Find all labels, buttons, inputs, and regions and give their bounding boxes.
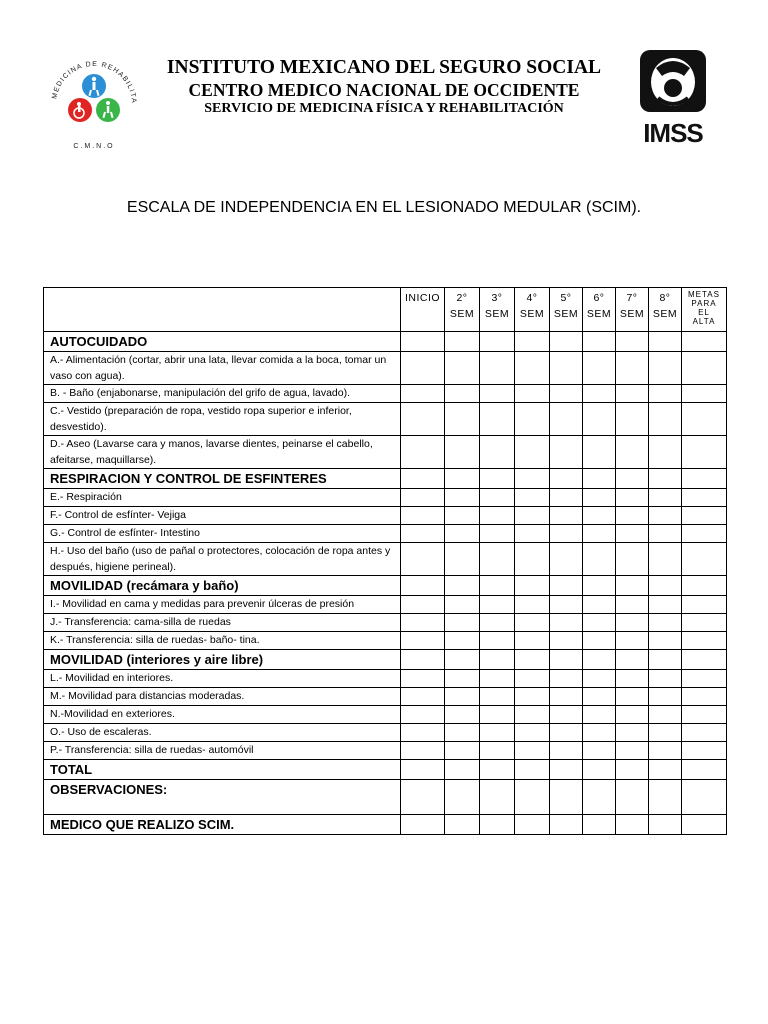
score-cell[interactable] [649,436,682,469]
document-header [0,40,768,150]
score-cell[interactable] [649,489,682,507]
score-cell[interactable] [616,632,649,650]
score-cell[interactable] [480,543,515,576]
item-i-label: I.- Movilidad en cama y medidas para prevenir úlceras de presión [44,596,401,614]
score-cell[interactable] [682,815,727,835]
table-row [44,525,727,543]
score-cell[interactable] [480,489,515,507]
score-cell[interactable] [682,525,727,543]
score-cell[interactable] [583,489,616,507]
score-cell[interactable] [583,469,616,489]
score-cell[interactable] [480,742,515,760]
item-l-label: L.- Movilidad en interiores. [44,670,401,688]
score-cell[interactable] [550,614,583,632]
section-movilidad-interiores: MOVILIDAD (interiores y aire libre) [44,650,401,670]
score-cell[interactable] [583,403,616,436]
total-label: TOTAL [44,760,401,780]
table-row [44,670,727,688]
score-cell[interactable] [649,688,682,706]
score-cell[interactable] [616,469,649,489]
score-cell[interactable] [480,760,515,780]
table-row [44,706,727,724]
item-e-label: E.- Respiración [44,489,401,507]
svg-text:MEDICINA DE REHABILITACION: MEDICINA DE REHABILITA [51,60,138,105]
header-2-sem: 2° SEM [445,288,480,332]
medico-row [44,815,727,835]
score-cell[interactable] [616,525,649,543]
section-autocuidado: AUTOCUIDADO [44,332,401,352]
service-name: SERVICIO DE MEDICINA FÍSICA Y REHABILITACIÓN [204,101,564,116]
observaciones-label: OBSERVACIONES: [44,780,401,815]
score-cell[interactable] [401,525,445,543]
score-cell[interactable] [515,385,550,403]
header-7-sem: 7° SEM [616,288,649,332]
score-cell[interactable] [550,760,583,780]
score-cell[interactable] [480,670,515,688]
score-cell[interactable] [445,670,480,688]
score-cell[interactable] [445,688,480,706]
score-cell[interactable] [515,332,550,352]
document-title: ESCALA DE INDEPENDENCIA EN EL LESIONADO MEDULAR (SCIM). [126,199,642,216]
score-cell[interactable] [616,688,649,706]
table-row [44,742,727,760]
section-movilidad-recamara: MOVILIDAD (recámara y baño) [44,576,401,596]
score-cell[interactable] [649,724,682,742]
score-cell[interactable] [515,596,550,614]
score-cell[interactable] [583,332,616,352]
table-row [44,632,727,650]
item-p-label: P.- Transferencia: silla de ruedas- automóvil [44,742,401,760]
score-cell[interactable] [401,688,445,706]
score-cell[interactable] [583,706,616,724]
score-cell[interactable] [445,525,480,543]
score-cell[interactable] [550,742,583,760]
score-cell[interactable] [682,489,727,507]
score-cell[interactable] [583,385,616,403]
score-cell[interactable] [682,385,727,403]
score-cell[interactable] [445,543,480,576]
score-cell[interactable] [401,632,445,650]
score-cell[interactable] [616,742,649,760]
score-cell[interactable] [682,688,727,706]
header-metas-alta: METAS PARA EL ALTA [682,288,727,332]
score-cell[interactable] [550,632,583,650]
observaciones-row [44,780,727,815]
score-cell[interactable] [401,507,445,525]
score-cell[interactable] [515,724,550,742]
score-cell[interactable] [401,760,445,780]
score-cell[interactable] [583,815,616,835]
score-cell[interactable] [649,780,682,815]
score-cell[interactable] [682,724,727,742]
section-row [44,576,727,596]
table-row [44,543,727,576]
score-cell[interactable] [550,724,583,742]
score-cell[interactable] [445,403,480,436]
score-cell[interactable] [445,724,480,742]
score-cell[interactable] [515,525,550,543]
score-cell[interactable] [515,614,550,632]
score-cell[interactable] [445,436,480,469]
table-row [44,403,727,436]
score-cell[interactable] [649,352,682,385]
score-cell[interactable] [515,670,550,688]
table-row [44,489,727,507]
score-cell[interactable] [616,489,649,507]
score-cell[interactable] [682,706,727,724]
score-cell[interactable] [682,507,727,525]
score-cell[interactable] [649,815,682,835]
score-cell[interactable] [616,507,649,525]
score-cell[interactable] [616,706,649,724]
score-cell[interactable] [401,385,445,403]
score-cell[interactable] [550,688,583,706]
score-cell[interactable] [682,469,727,489]
score-cell[interactable] [583,650,616,670]
score-cell[interactable] [682,632,727,650]
score-cell[interactable] [682,576,727,596]
score-cell[interactable] [550,706,583,724]
score-cell[interactable] [616,815,649,835]
score-cell[interactable] [445,760,480,780]
score-cell[interactable] [583,742,616,760]
score-cell[interactable] [480,576,515,596]
score-cell[interactable] [583,507,616,525]
score-cell[interactable] [583,352,616,385]
header-inicio: INICIO [401,288,445,332]
score-cell[interactable] [583,632,616,650]
score-cell[interactable] [682,760,727,780]
item-m-label: M.- Movilidad para distancias moderadas. [44,688,401,706]
score-cell[interactable] [649,596,682,614]
svg-text:C.M.N.O: C.M.N.O [73,143,115,150]
header-6-sem: 6° SEM [583,288,616,332]
score-cell[interactable] [515,436,550,469]
score-cell[interactable] [445,614,480,632]
score-cell[interactable] [550,332,583,352]
score-cell[interactable] [682,436,727,469]
score-cell[interactable] [550,596,583,614]
score-cell[interactable] [445,469,480,489]
score-cell[interactable] [616,352,649,385]
score-cell[interactable] [550,815,583,835]
score-cell[interactable] [583,614,616,632]
score-cell[interactable] [401,596,445,614]
score-cell[interactable] [682,742,727,760]
score-cell[interactable] [515,576,550,596]
score-cell[interactable] [401,724,445,742]
score-cell[interactable] [583,780,616,815]
svg-text:IMSS: IMSS [643,118,703,146]
score-cell[interactable] [401,436,445,469]
total-row [44,760,727,780]
score-cell[interactable] [401,403,445,436]
score-cell[interactable] [515,469,550,489]
score-cell[interactable] [649,385,682,403]
score-cell[interactable] [480,724,515,742]
table-row [44,352,727,385]
score-cell[interactable] [515,507,550,525]
score-cell[interactable] [550,489,583,507]
score-cell[interactable] [445,385,480,403]
score-cell[interactable] [480,385,515,403]
score-cell[interactable] [480,780,515,815]
item-c-label: C.- Vestido (preparación de ropa, vestido ropa superior e inferior, desvestido). [44,403,401,436]
table-row [44,596,727,614]
score-cell[interactable] [480,403,515,436]
header-3-sem: 3° SEM [480,288,515,332]
score-cell[interactable] [649,670,682,688]
score-cell[interactable] [616,724,649,742]
score-cell[interactable] [649,469,682,489]
section-respiracion: RESPIRACION Y CONTROL DE ESFINTERES [44,469,401,489]
score-cell[interactable] [616,614,649,632]
table-row [44,614,727,632]
score-cell[interactable] [445,632,480,650]
section-row [44,650,727,670]
score-cell[interactable] [515,742,550,760]
score-cell[interactable] [550,670,583,688]
header-4-sem: 4° SEM [515,288,550,332]
score-cell[interactable] [480,525,515,543]
score-cell[interactable] [480,596,515,614]
score-cell[interactable] [480,815,515,835]
score-cell[interactable] [401,352,445,385]
score-cell[interactable] [649,332,682,352]
table-row [44,385,727,403]
score-cell[interactable] [583,670,616,688]
score-cell[interactable] [401,650,445,670]
score-cell[interactable] [401,469,445,489]
score-cell[interactable] [649,760,682,780]
score-cell[interactable] [682,780,727,815]
score-cell[interactable] [616,760,649,780]
score-cell[interactable] [401,576,445,596]
score-cell[interactable] [649,576,682,596]
header-8-sem: 8° SEM [649,288,682,332]
score-cell[interactable] [649,525,682,543]
institute-name: INSTITUTO MEXICANO DEL SEGURO SOCIAL [166,57,602,78]
imss-logo [634,46,714,146]
score-cell[interactable] [682,596,727,614]
score-cell[interactable] [682,543,727,576]
score-cell[interactable] [515,780,550,815]
scim-table [43,287,727,835]
medico-label: MEDICO QUE REALIZO SCIM. [44,815,401,835]
score-cell[interactable] [616,403,649,436]
score-cell[interactable] [649,507,682,525]
score-cell[interactable] [649,543,682,576]
score-cell[interactable] [480,650,515,670]
score-cell[interactable] [445,650,480,670]
score-cell[interactable] [682,670,727,688]
score-cell[interactable] [515,632,550,650]
score-cell[interactable] [445,489,480,507]
score-cell[interactable] [550,525,583,543]
score-cell[interactable] [583,724,616,742]
score-cell[interactable] [515,706,550,724]
score-cell[interactable] [480,706,515,724]
table-row [44,436,727,469]
score-cell[interactable] [480,332,515,352]
score-cell[interactable] [616,385,649,403]
item-j-label: J.- Transferencia: cama-silla de ruedas [44,614,401,632]
section-row [44,332,727,352]
score-cell[interactable] [401,815,445,835]
score-cell[interactable] [480,507,515,525]
score-cell[interactable] [445,815,480,835]
item-k-label: K.- Transferencia: silla de ruedas- baño- tina. [44,632,401,650]
score-cell[interactable] [550,650,583,670]
table-row [44,507,727,525]
score-cell[interactable] [515,403,550,436]
score-cell[interactable] [445,352,480,385]
score-cell[interactable] [515,489,550,507]
item-a-label: A.- Alimentación (cortar, abrir una lata, llevar comida a la boca, tomar un vaso con agua). [44,352,401,385]
score-cell[interactable] [616,332,649,352]
score-cell[interactable] [480,469,515,489]
score-cell[interactable] [401,543,445,576]
score-cell[interactable] [401,332,445,352]
score-cell[interactable] [682,614,727,632]
score-cell[interactable] [480,614,515,632]
score-cell[interactable] [445,507,480,525]
item-b-label: B. - Baño (enjabonarse, manipulación del grifo de agua, lavado). [44,385,401,403]
score-cell[interactable] [401,670,445,688]
score-cell[interactable] [583,576,616,596]
item-g-label: G.- Control de esfínter- Intestino [44,525,401,543]
score-cell[interactable] [616,596,649,614]
score-cell[interactable] [649,650,682,670]
score-cell[interactable] [616,670,649,688]
score-cell[interactable] [583,688,616,706]
score-cell[interactable] [616,576,649,596]
score-cell[interactable] [480,688,515,706]
item-d-label: D.- Aseo (Lavarse cara y manos, lavarse dientes, peinarse el cabello, afeitarse, maquillarse). [44,436,401,469]
score-cell[interactable] [480,436,515,469]
score-cell[interactable] [515,815,550,835]
score-cell[interactable] [550,352,583,385]
score-cell[interactable] [445,706,480,724]
score-cell[interactable] [550,576,583,596]
score-cell[interactable] [445,332,480,352]
score-cell[interactable] [480,352,515,385]
score-cell[interactable] [583,436,616,469]
score-cell[interactable] [515,352,550,385]
score-cell[interactable] [616,780,649,815]
header-5-sem: 5° SEM [550,288,583,332]
score-cell[interactable] [445,742,480,760]
score-cell[interactable] [550,403,583,436]
score-cell[interactable] [401,706,445,724]
score-cell[interactable] [583,543,616,576]
score-cell[interactable] [480,632,515,650]
table-row [44,724,727,742]
item-o-label: O.- Uso de escaleras. [44,724,401,742]
score-cell[interactable] [401,489,445,507]
score-cell[interactable] [682,650,727,670]
score-cell[interactable] [649,403,682,436]
item-n-label: N.-Movilidad en exteriores. [44,706,401,724]
score-cell[interactable] [550,543,583,576]
score-cell[interactable] [445,780,480,815]
score-cell[interactable] [550,507,583,525]
score-cell[interactable] [550,436,583,469]
score-cell[interactable] [649,614,682,632]
score-cell[interactable] [682,352,727,385]
score-cell[interactable] [550,469,583,489]
score-cell[interactable] [550,780,583,815]
center-name: CENTRO MEDICO NACIONAL DE OCCIDENTE [188,80,580,100]
score-cell[interactable] [616,436,649,469]
section-row [44,469,727,489]
score-cell[interactable] [445,596,480,614]
score-cell[interactable] [616,543,649,576]
item-h-label: H.- Uso del baño (uso de pañal o protectores, colocación de ropa antes y después, higiene perineal). [44,543,401,576]
score-cell[interactable] [649,632,682,650]
score-cell[interactable] [583,596,616,614]
table-header-row [44,288,727,332]
score-cell[interactable] [682,403,727,436]
score-cell[interactable] [401,614,445,632]
score-cell[interactable] [515,650,550,670]
score-cell[interactable] [445,576,480,596]
score-cell[interactable] [550,385,583,403]
header-blank-cell [44,288,401,332]
score-cell[interactable] [515,543,550,576]
score-cell[interactable] [583,760,616,780]
score-cell[interactable] [401,742,445,760]
score-cell[interactable] [649,742,682,760]
table-row [44,688,727,706]
score-cell[interactable] [682,332,727,352]
score-cell[interactable] [583,525,616,543]
score-cell[interactable] [649,706,682,724]
score-cell[interactable] [515,760,550,780]
score-cell[interactable] [401,780,445,815]
item-f-label: F.- Control de esfínter- Vejiga [44,507,401,525]
score-cell[interactable] [616,650,649,670]
score-cell[interactable] [515,688,550,706]
